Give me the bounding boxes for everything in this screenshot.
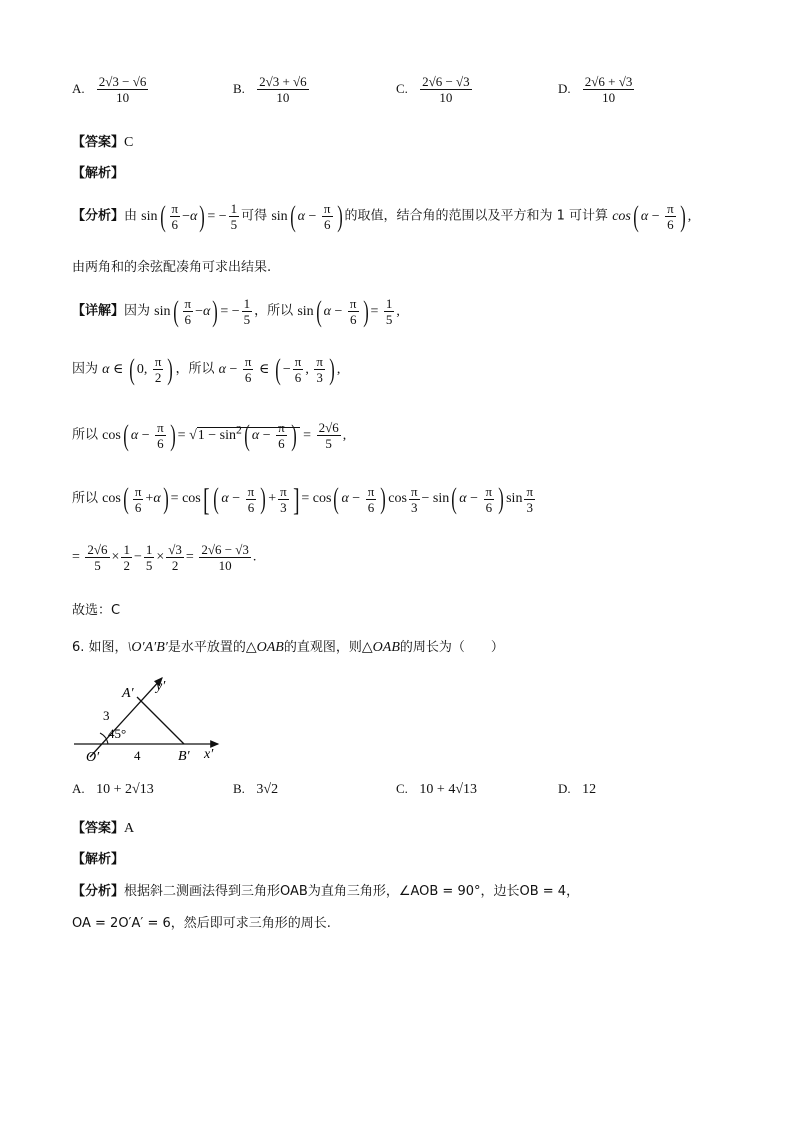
answer-tag: 【答案】: [72, 821, 125, 836]
q5-option-a: [72, 74, 150, 105]
formula-cos-target: cos( α − $\frac{\pi}{6}$ ) ,: [612, 199, 692, 233]
q6-option-c: [396, 781, 477, 798]
option-numerator: 2√3 + √6: [259, 74, 307, 89]
q5-xj-line4: [72, 483, 537, 515]
q5-xj-line2: [72, 354, 340, 385]
stem-math: △OAB: [361, 640, 400, 655]
xj-text: 所以: [72, 491, 99, 507]
label-x: x′: [204, 747, 214, 762]
segment-ab: [137, 697, 184, 744]
stem-text: 的周长为（ ）: [399, 640, 504, 655]
option-letter: C.: [396, 781, 408, 796]
option-letter: A.: [72, 781, 85, 796]
option-letter: B.: [233, 81, 245, 96]
formula-sin-target: sin( α − $\frac{\pi}{6}$ ): [271, 199, 343, 233]
stem-text: 6. 如图，: [72, 640, 128, 655]
q6-fenxi-line1: [72, 880, 579, 899]
option-letter: C.: [396, 81, 408, 96]
option-denominator: 10: [439, 90, 453, 105]
option-denominator: 10: [116, 90, 130, 105]
option-text: 10 + 2√13: [96, 782, 154, 797]
q5-xj-line1: [72, 296, 400, 327]
xj-text: 所以: [72, 427, 99, 443]
option-denominator: 10: [276, 90, 290, 105]
xiangjie-tag: 【详解】: [72, 303, 125, 319]
formula-cos-value: cos( α − $\frac{\pi}{6}$ ) = $√1 - \sin^2$( α − $\frac{\pi}{6}$ ) = $\frac{2√6}{5}$ ,: [102, 418, 347, 452]
option-denominator: 10: [602, 90, 616, 105]
xj-text: ，所以: [175, 361, 215, 377]
q6-figure: [70, 670, 230, 766]
q6-answer: [72, 817, 134, 837]
formula-sin-given: sin( $\frac{\pi}{6}$ −α) = − $\frac{1}{5}$: [141, 199, 238, 233]
option-letter: A.: [72, 81, 85, 96]
q6-option-d: [558, 781, 596, 798]
label-side3: 3: [103, 708, 110, 723]
label-b: B′: [178, 749, 190, 764]
formula-expand: cos( $\frac{\pi}{6}$ +α) = cos[ ( α − $\frac{\pi}{6}$ ) + $\frac{\pi}{3}$ ] = cos( α − $\frac{\pi}{6}$ ) cos $\frac{\pi}{3}$ − sin( α − $\frac{\pi}{6}$ ) sin $\frac{\pi}{3}$: [102, 481, 534, 517]
formula-range2: α − $\frac{\pi}{6}$ ∈ ( − $\frac{\pi}{6}$ , $\frac{\pi}{3}$ ) ,: [218, 352, 341, 386]
label-angle: 45°: [108, 726, 127, 741]
q5-xj-line5: = $\frac{2√6}{5}$ × $\frac{1}{2}$ − $\frac{1}{5}$ × $\frac{√3}{2}$ = $\frac{2√6 - √3}{10}$ .: [72, 542, 257, 573]
fenxi-tag: 【分析】: [72, 208, 125, 224]
xj-text: ，所以: [254, 303, 294, 319]
stem-math: △OAB: [245, 640, 284, 655]
option-text: 3√2: [256, 782, 279, 797]
xj-text: 因为: [124, 303, 151, 319]
fenxi-tag: 【分析】: [72, 884, 125, 899]
q5-analysis-tag: 【解析】: [72, 166, 125, 181]
q5-option-d: [558, 74, 636, 105]
q5-xj-line3: [72, 420, 346, 451]
formula-xj1: sin( $\frac{\pi}{6}$ −α) = − $\frac{1}{5}$: [154, 294, 251, 328]
fenxi-text: 可得: [241, 208, 268, 224]
fenxi-text: 由: [124, 208, 138, 224]
formula-xj2: sin( α − $\frac{\pi}{6}$ ) = $\frac{1}{5}$ ,: [297, 294, 400, 328]
q6-stem: [72, 636, 504, 656]
option-letter: D.: [558, 781, 571, 796]
formula-range: α ∈ ( 0, $\frac{\pi}{2}$ ): [102, 352, 174, 386]
q5-guxuan: 故选：C: [72, 603, 121, 618]
fenxi-text: 根据斜二测画法得到三角形OAB为直角三角形，∠AOB = 90°，边长OB = 4，: [124, 884, 580, 899]
q5-fenxi-line2: 由两角和的余弦配凑角可求出结果.: [72, 260, 272, 275]
q5-option-c: [396, 74, 474, 105]
stem-text: 是水平放置的: [167, 640, 246, 655]
q6-analysis-tag: 【解析】: [72, 852, 125, 867]
option-numerator: 2√6 + √3: [584, 74, 633, 89]
option-letter: D.: [558, 81, 571, 96]
option-letter: B.: [233, 781, 245, 796]
q6-option-a: [72, 781, 154, 798]
answer-value: C: [124, 135, 134, 150]
label-side4: 4: [134, 748, 141, 763]
option-text: 12: [582, 782, 597, 797]
stem-math: \O′A′B′: [127, 640, 168, 655]
fenxi-text: 的取值，结合角的范围以及平方和为 1 可计算: [344, 208, 609, 224]
label-a: A′: [122, 686, 134, 701]
q6-option-b: [233, 781, 278, 798]
option-text: 10 + 4√13: [419, 782, 478, 797]
option-numerator: 2√3 − √6: [98, 74, 147, 89]
answer-tag: 【答案】: [72, 135, 125, 150]
q5-answer: [72, 131, 133, 151]
option-numerator: 2√6 − √3: [422, 74, 470, 89]
q5-option-b: [233, 74, 311, 105]
label-y: y′: [156, 679, 166, 694]
answer-value: A: [124, 821, 135, 836]
stem-text: 的直观图，则: [283, 640, 362, 655]
xj-text: 因为: [72, 361, 99, 377]
q6-fenxi-line2: OA = 2O′A′ = 6，然后即可求三角形的周长.: [72, 916, 331, 931]
q5-fenxi-line1: [72, 201, 691, 232]
label-o: O′: [86, 750, 100, 765]
